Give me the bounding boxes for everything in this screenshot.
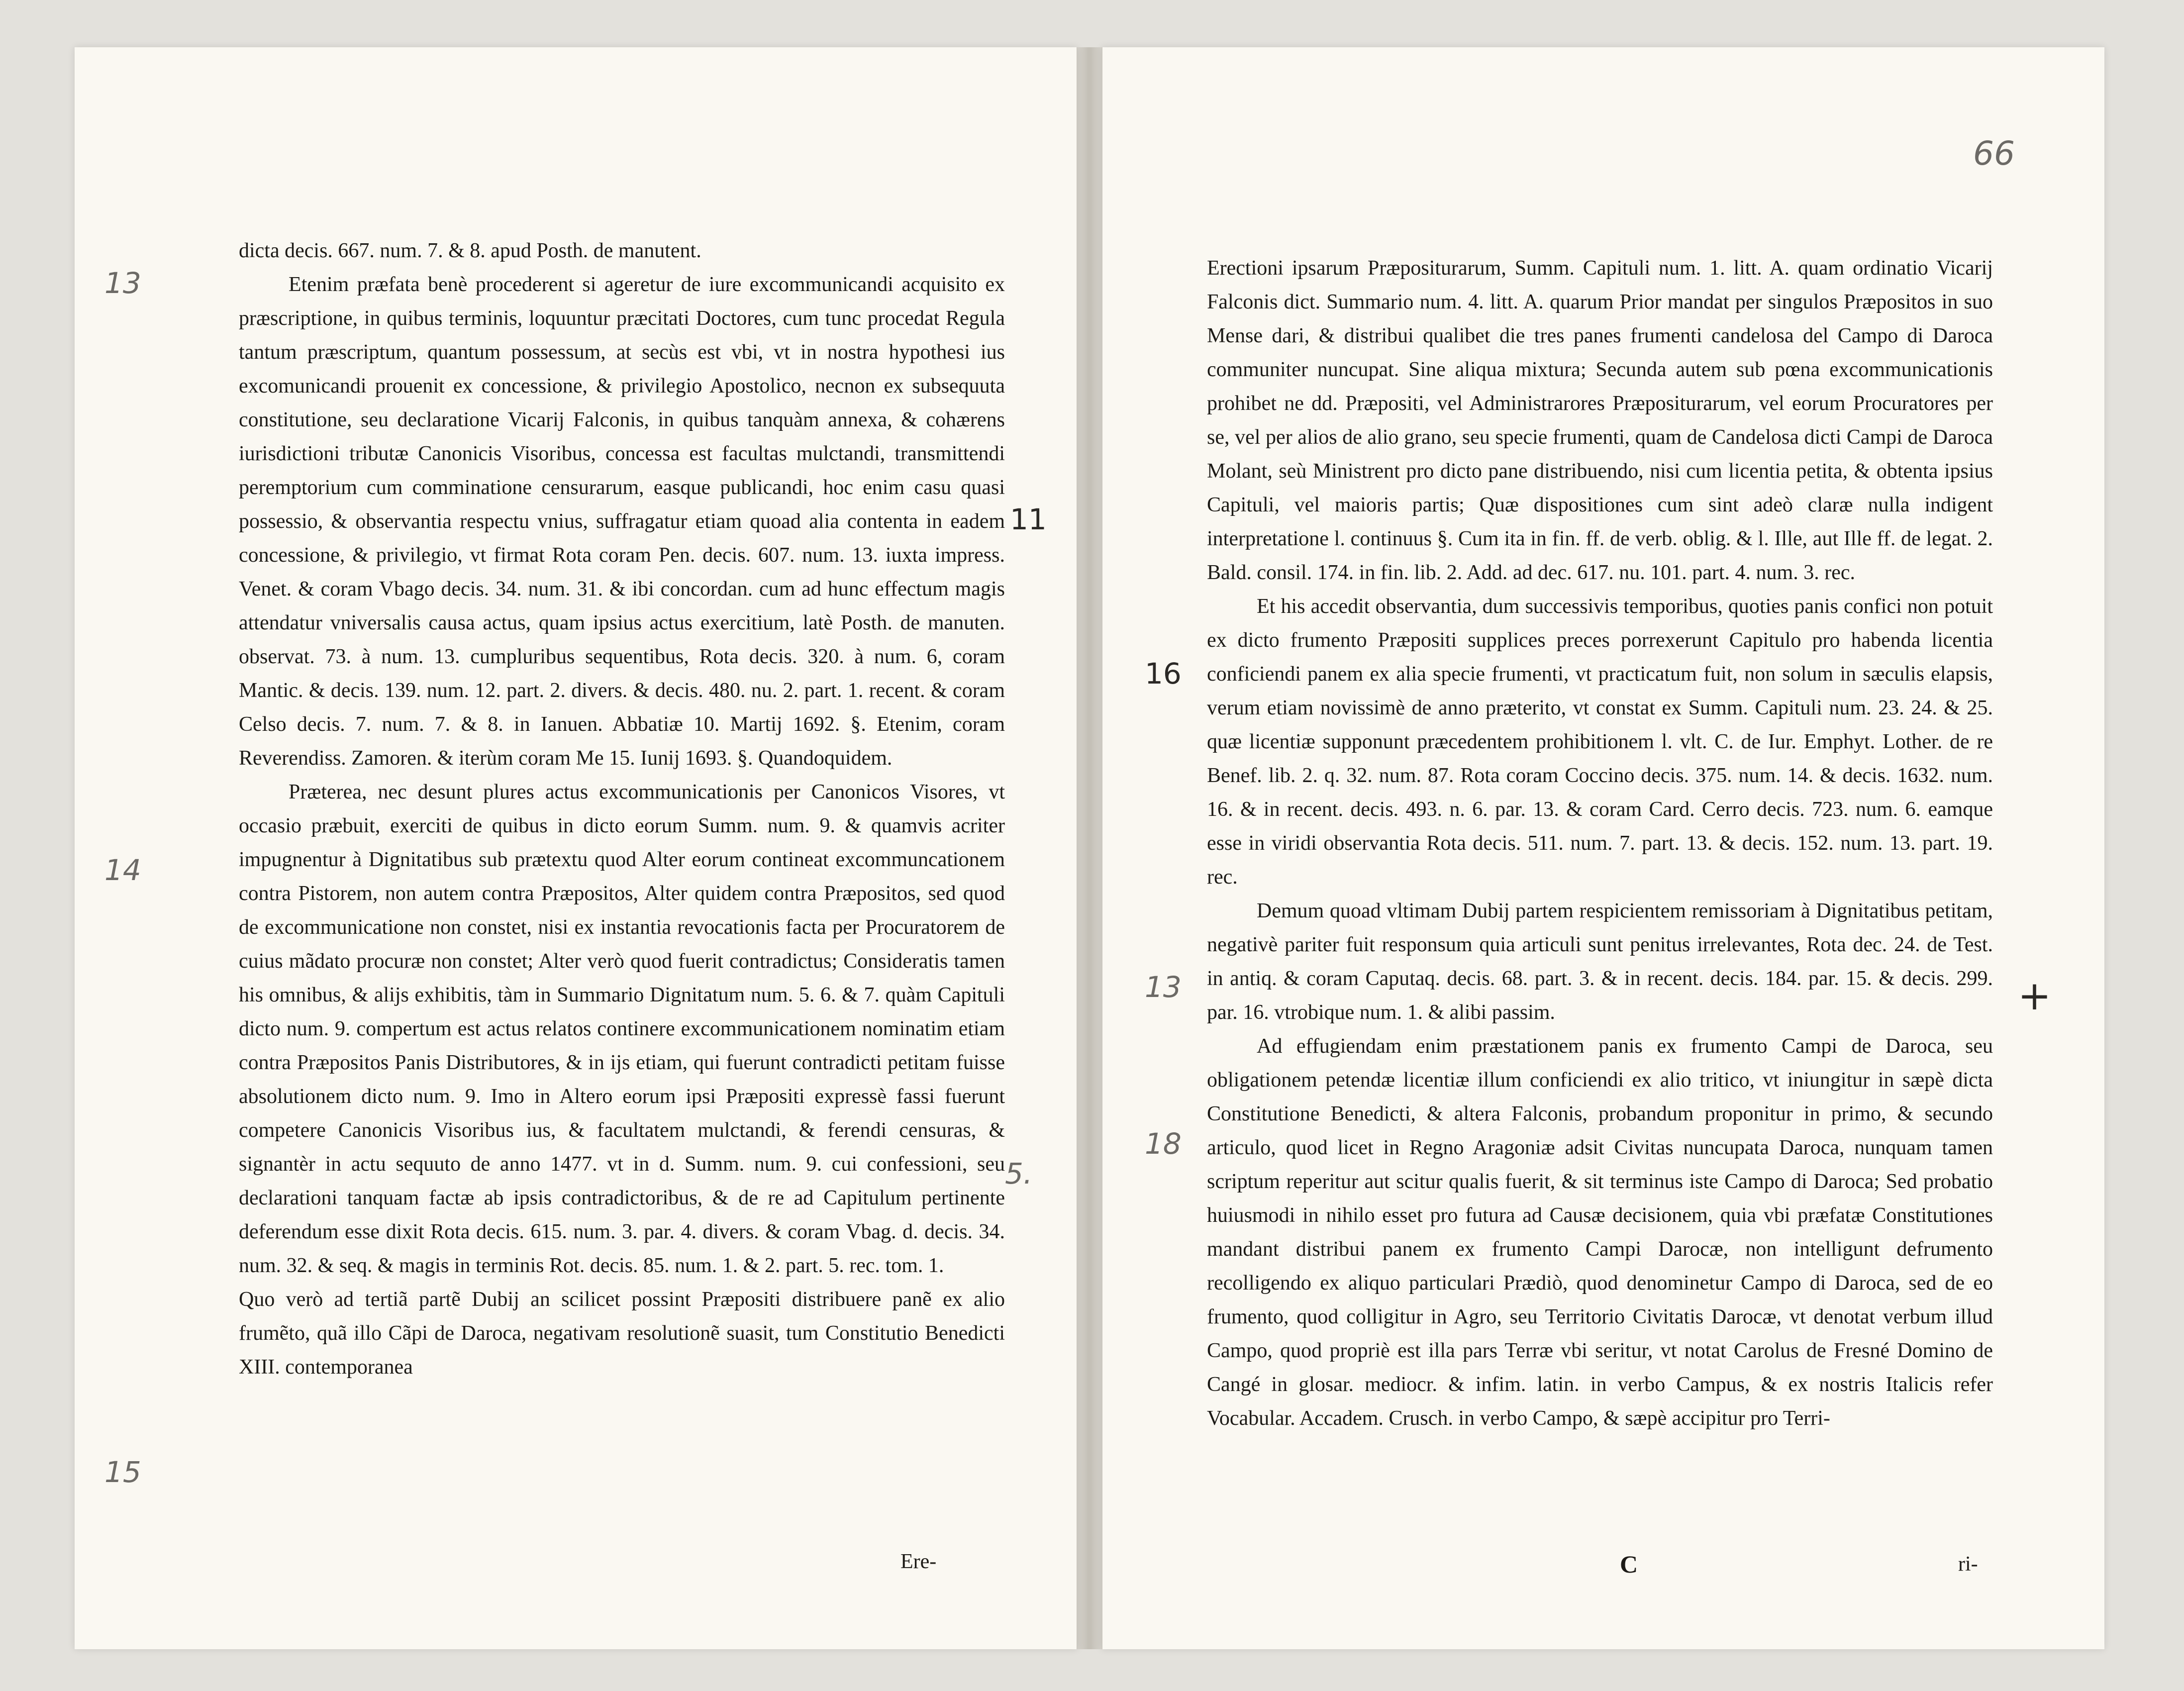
paragraph: dicta decis. 667. num. 7. & 8. apud Posth. de manutent. <box>239 239 701 262</box>
signature-mark: C <box>1620 1550 1638 1578</box>
catchword: ri- <box>1958 1553 1978 1576</box>
paragraph: Præterea, nec desunt plures actus excommunicationis per Canonicos Visores, vt occasio præbuit, exerciti de quibus in dicto eorum Summ. num. 9. & quamvis acriter impugnentur à Dignitatibus sub prætextu quod Alter eorum contineat excommuncationem contra Pistorem, non autem contra Præpositos, Alter quidem contra Præpositos, sed quod de excommunicatione non constet, nisi ex instantia revocationis facta per Procuratorem de cuius mãdato procuræ non constet; Alter verò quod fuerit contradictus; Consideratis tamen his omnibus, & alijs exhibitis, tàm in Summario Dignitatum num. 5. 6. & 7. quàm Capituli dicto num. 9. compertum est actus relatos continere excommunicationem nominatim etiam contra Præpositos Panis Distributores, & in ijs etiam, qui fuerunt contradicti petitam fuisse absolutionem dicto num. 9. Imo in Altero eorum ipsi Præpositi expressè fassi fuerunt competere Canonicis Visoribus ius, & facultatem mulctandi, & ferendi censuras, & signantèr in actu sequuto de anno 1477. vt in d. Summ. num. 9. cui confessioni, seu declarationi tanquam factæ ab ipsis contradictoribus, & de re ad Capitulum pertinente deferendum esse dixit Rota decis. 615. num. 3. par. 4. divers. & coram Vbag. d. decis. 34. num. 32. & seq. & magis in terminis Rot. decis. 85. num. 1. & 2. part. 5. rec. tom. 1. <box>239 781 1005 1277</box>
margin-note: 15 <box>104 1455 141 1489</box>
paragraph: Ad effugiendam enim præstationem panis ex frumento Campi de Daroca, seu obligationem petendæ licentiæ illum conficiendi ex alio tritico, vt iniungitur in sæpè dicta Constitutione Benedicti, & altera Falconis, probandum proponitur in primo, & secundo articulo, quod licet in Regno Aragoniæ adsit Civitas nuncupata Daroca, nunquam tamen scriptum reperitur aut scitur qualis fuerit, & sit terminus iste Campo di Daroca; Sed probatio huiusmodi in nihilo esset pro futura ad Causæ decisionem, quia vbi præfatæ Constitutiones mandant distribui panem ex frumento Campi Darocæ, non intelligunt defrumento recolligendo ex aliquo particulari Prædiò, quod denominetur Campo di Daroca, sed de eo frumento, quod colligitur in Agro, seu Territorio Civitatis Darocæ, vt denotat verbum illud Campo, quod propriè est illa pars Terræ vbi seritur, vt notat Carolus de Fresné Domino de Cangé in glosar. mediocr. & infim. latin. in verbo Campus, & ex nostris Italicis refer Vocabular. Accadem. Crusch. in verbo Campo, & sæpè accipitur pro Terri- <box>1207 1035 1993 1430</box>
right-page-text <box>1207 251 1993 1435</box>
margin-note: 11 <box>1010 502 1047 536</box>
margin-note: 14 <box>104 853 141 887</box>
catchword: Ere- <box>900 1550 937 1573</box>
paragraph: Demum quoad vltimam Dubij partem respicientem remissoriam à Dignitatibus petitam, negativè pariter fuit responsum quia articuli sunt penitus irrelevantes, Rota dec. 24. de Test. in antiq. & coram Caputaq. decis. 68. part. 3. & in recent. decis. 184. par. 15. & decis. 299. par. 16. vtrobique num. 1. & alibi passim. <box>1207 899 1993 1024</box>
margin-note: 18 <box>1145 1127 1182 1161</box>
left-page <box>75 47 1077 1649</box>
paragraph: Quo verò ad tertiã partẽ Dubij an scilicet possint Præpositi distribuere panẽ ex alio frumẽto, quã illo Cãpi de Daroca, negativam resolutionẽ suasit, tum Constitutio Benedicti XIII. contemporanea <box>239 1288 1005 1379</box>
folio-number: 66 <box>1973 134 2015 173</box>
paragraph: Etenim præfata benè procederent si ageretur de iure excommunicandi acquisito ex præscriptione, in quibus terminis, loquuntur præcitati Doctores, cum tunc procedat Regula tantum præscriptum, quantum possessum, at secùs est vbi, vt in nostra hypothesi ius excomunicandi prouenit ex concessione, & privilegio Apostolico, necnon ex subsequuta constitutione, seu declaratione Vicarij Falconis, in quibus tanquàm annexa, & cohærens iurisdictioni tributæ Canonicis Visoribus, concessa est facultas mulctandi, transmittendi peremptorium cum comminatione censurarum, easque publicandi, hoc enim casu quasi possessio, & observantia respectu vnius, suffragatur etiam quoad alia contenta in eadem concessione, & privilegio, vt firmat Rota coram Pen. decis. 607. num. 13. iuxta impress. Venet. & coram Vbago decis. 34. num. 31. & ibi concordan. cum ad hunc effectum magis attendatur vniversalis causa actus, quam ipsius actus exercitium, latè Posth. de manuten. observat. 73. à num. 13. cumpluribus sequentibus, Rota decis. 320. à num. 6, coram Mantic. & decis. 139. num. 12. part. 2. divers. & decis. 480. nu. 2. part. 1. recent. & coram Celso decis. 7. num. 7. & 8. in Ianuen. Abbatiæ 10. Martij 1692. §. Etenim, coram Reverendiss. Zamoren. & iterùm coram Me 15. Iunij 1693. §. Quandoquidem. <box>239 273 1005 770</box>
margin-note: 13 <box>104 266 141 300</box>
margin-note: + <box>2018 973 2052 1019</box>
paragraph: Erectioni ipsarum Præpositurarum, Summ. Capituli num. 1. litt. A. quam ordinatio Vicarij Falconis dict. Summario num. 4. litt. A. quarum Prior mandat per singulos Præpositos in suo Mense dari, & distribui qualibet die tres panes frumenti candelosa del Campo di Daroca communiter nuncupat. Sine aliqua mixtura; Secunda autem sub pœna excommunicationis prohibet ne dd. Præpositi, vel Administrarores Præpositurarum, vel eorum Procuratores per se, vel per alios de alio grano, seu specie frumenti, quam de Candelosa dicti Campi de Daroca Molant, seù Ministrent pro dicto pane distribuendo, nisi cum licentia petita, & obtenta ipsius Capituli, vel maioris partis; Quæ dispositiones cum sint adeò claræ nulla indigent interpretatione l. continuus §. Cum ita in fin. ff. de verb. oblig. & l. Ille, aut Ille ff. de legat. 2. Bald. consil. 174. in fin. lib. 2. Add. ad dec. 617. nu. 101. part. 4. num. 3. rec. <box>1207 257 1993 584</box>
paragraph: Et his accedit observantia, dum successivis temporibus, quoties panis confici non potuit ex dicto frumento Præpositi supplices preces porrexerunt Capitulo pro habenda licentia conficiendi panem ex alia specie frumenti, vt practicatum fuit, non solum in sæculis elapsis, verum etiam novissimè de anno præterito, vt constat ex Summ. Capituli num. 23. 24. & 25. quæ licentiæ supponunt præcedentem prohibitionem l. vlt. C. de Iur. Emphyt. Lother. de re Benef. lib. 2. q. 32. num. 87. Rota coram Coccino decis. 375. num. 14. & decis. 1632. num. 16. & in recent. decis. 493. n. 6. par. 13. & coram Card. Cerro decis. 723. num. 6. eamque esse in viridi observantia Rota decis. 511. num. 7. part. 13. & decis. 152. num. 13. part. 19. rec. <box>1207 595 1993 889</box>
margin-note: 16 <box>1145 657 1182 691</box>
margin-note: 5. <box>1005 1157 1033 1191</box>
margin-note: 13 <box>1145 970 1182 1004</box>
left-page-text <box>239 234 1005 1384</box>
book-gutter <box>1077 47 1102 1649</box>
right-page <box>1102 47 2104 1649</box>
